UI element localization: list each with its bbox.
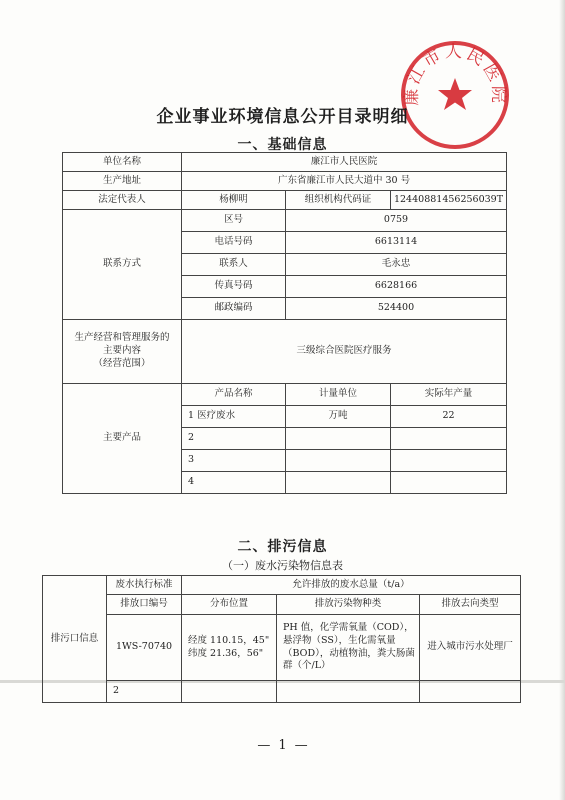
contact-label: 联系方式: [63, 210, 182, 320]
product-unit: [286, 428, 391, 450]
product-unit: [286, 472, 391, 494]
outlet-destination: 进入城市污水处理厂: [420, 615, 521, 681]
header-location: 分布位置: [182, 595, 277, 615]
contact-row-value: 6613114: [286, 232, 507, 254]
product-header-name: 产品名称: [182, 384, 286, 406]
address-value: 广东省廉江市人民大道中 30 号: [182, 172, 507, 191]
table-row: [63, 172, 507, 191]
page-number-value: 1: [278, 738, 287, 753]
product-header-qty: 实际年产量: [391, 384, 507, 406]
section-heading-basic-info: 一、基础信息: [237, 137, 328, 153]
table-row: [43, 681, 521, 703]
header-pollutants: 排放污染物种类: [277, 595, 420, 615]
product-name: 1 医疗废水: [182, 406, 286, 428]
address-label: 生产地址: [63, 172, 182, 191]
svg-text:廉江市人民医院: 廉江市人民医院: [401, 42, 509, 106]
contact-row-value: 毛永忠: [286, 254, 507, 276]
table-row: [63, 153, 507, 172]
business-scope-label-line: 主要内容: [102, 345, 141, 357]
business-scope-value: 三级综合医院医疗服务: [182, 320, 507, 384]
table-row: [43, 595, 521, 615]
product-name: 4: [182, 472, 286, 494]
contact-row-label: 联系人: [182, 254, 286, 276]
product-qty: [391, 450, 507, 472]
section-heading-emissions: 二、排污信息: [237, 539, 328, 555]
table-row: [63, 384, 507, 406]
outlet-id: 2: [107, 681, 182, 703]
contact-row-label: 区号: [182, 210, 286, 232]
basic-info-table: [62, 152, 507, 494]
allowed-total-label: 允许排放的废水总量（t/a）: [182, 576, 521, 595]
legal-rep-label: 法定代表人: [63, 191, 182, 210]
outlet-location: [182, 615, 277, 681]
header-outlet-id: 排放口编号: [107, 595, 182, 615]
product-name: 3: [182, 450, 286, 472]
table-row: [43, 615, 521, 681]
table-row: [43, 576, 521, 595]
contact-row-label: 邮政编码: [182, 298, 286, 320]
outlet-latitude: 纬度 21.36，56": [188, 647, 264, 659]
product-unit: [286, 450, 391, 472]
std-label: 废水执行标准: [107, 576, 182, 595]
outlet-pollutants: PH 值，化学需氧量（COD），悬浮物（SS），生化需氧量（BOD），动植物油，粪大肠菌群（个/L）: [277, 615, 420, 681]
wastewater-table: [42, 575, 521, 703]
contact-row-value: 6628166: [286, 276, 507, 298]
outlet-info-label: 排污口信息: [43, 576, 107, 703]
product-unit: 万吨: [286, 406, 391, 428]
main-products-label: 主要产品: [63, 384, 182, 494]
contact-row-label: 电话号码: [182, 232, 286, 254]
subsection-heading-wastewater: （一）废水污染物信息表: [222, 559, 343, 572]
outlet-destination: [420, 681, 521, 703]
product-header-unit: 计量单位: [286, 384, 391, 406]
outlet-location: [182, 681, 277, 703]
legal-rep-value: 杨柳明: [182, 191, 286, 210]
unit-name-value: 廉江市人民医院: [182, 153, 507, 172]
business-scope-label-line: 生产经营和管理服务的: [74, 332, 170, 344]
header-destination: 排放去向类型: [420, 595, 521, 615]
outlet-id: 1WS-70740: [107, 615, 182, 681]
contact-row-value: 524400: [286, 298, 507, 320]
page-dash: —: [257, 738, 271, 753]
contact-row-value: 0759: [286, 210, 507, 232]
product-qty: [391, 472, 507, 494]
business-scope-label: [63, 320, 182, 384]
unit-name-label: 单位名称: [63, 153, 182, 172]
contact-row-label: 传真号码: [182, 276, 286, 298]
table-row: [63, 320, 507, 384]
product-qty: [391, 428, 507, 450]
org-code-value: 12440881456256039T: [391, 191, 507, 210]
table-row: [63, 210, 507, 232]
product-qty: 22: [391, 406, 507, 428]
document-title: 企业事业环境信息公开目录明细: [156, 107, 409, 127]
business-scope-label-line: （经营范围）: [93, 357, 151, 369]
product-name: 2: [182, 428, 286, 450]
outlet-pollutants: [277, 681, 420, 703]
table-row: [63, 191, 507, 210]
page-number: [0, 738, 565, 753]
org-code-label: 组织机构代码证: [286, 191, 391, 210]
page-dash: —: [294, 738, 308, 753]
outlet-longitude: 经度 110.15，45": [188, 634, 270, 646]
